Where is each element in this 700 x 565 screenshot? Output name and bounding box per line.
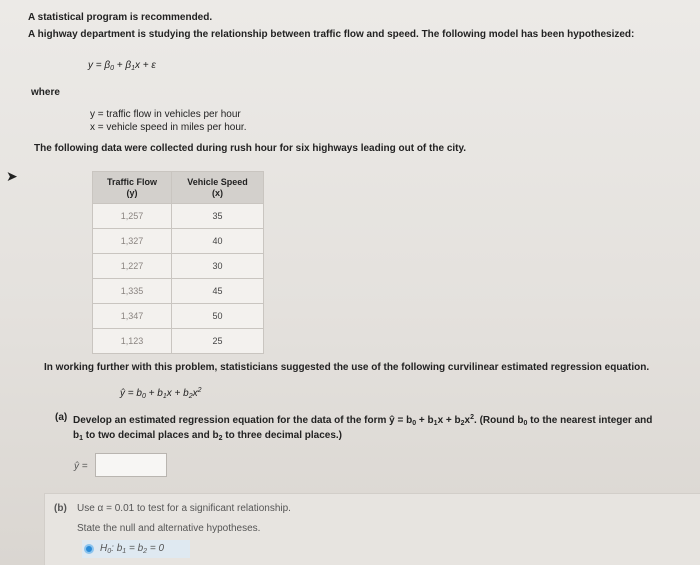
- traffic-flow-cell: 1,227: [93, 254, 172, 279]
- header-text: Vehicle Speed: [187, 176, 248, 187]
- curvilinear-text: In working further with this problem, statisticians suggested the use of the following curvilinear estimated regression equation.: [44, 362, 650, 373]
- hyp-sub: 1: [122, 548, 127, 555]
- mouse-cursor-icon: ➤: [6, 168, 18, 184]
- part-a-text: to two decimal places and b: [83, 430, 219, 441]
- traffic-flow-cell: 1,327: [93, 229, 172, 254]
- eq-sub: 2: [188, 393, 193, 400]
- model-part: + β: [114, 60, 132, 71]
- table-row: [93, 204, 264, 229]
- estimated-equation: [120, 384, 202, 403]
- hypothesis-option-h0[interactable]: [100, 542, 164, 558]
- part-a-sub: 1: [433, 420, 438, 427]
- header-traffic-flow: [93, 172, 172, 204]
- eq-part: x: [192, 388, 198, 399]
- model-y: y: [88, 60, 93, 71]
- part-a-text: x + b: [437, 415, 461, 426]
- hyp-sub: 2: [143, 548, 148, 555]
- hyp-part: = b: [126, 543, 144, 554]
- header-text: Traffic Flow: [106, 176, 157, 187]
- recommend-text: A statistical program is recommended.: [28, 12, 213, 23]
- part-a-text: Develop an estimated regression equation for the data of the form ŷ = b: [73, 415, 413, 426]
- eq-part: ŷ: [120, 388, 125, 399]
- traffic-flow-cell: 1,257: [93, 204, 172, 229]
- header-text: (x): [212, 187, 223, 198]
- part-a-line2: [73, 429, 342, 445]
- hyp-sub: 0: [107, 548, 112, 555]
- table-row: [93, 329, 264, 354]
- eq-part: x + b: [166, 388, 189, 399]
- part-a-label: (a): [55, 412, 68, 423]
- table-row: [93, 254, 264, 279]
- data-table: [92, 171, 264, 354]
- part-b-label: (b): [54, 503, 67, 514]
- part-a-text: to three decimal places.): [222, 430, 343, 441]
- vehicle-speed-cell: 45: [172, 279, 264, 304]
- x-definition: x = vehicle speed in miles per hour.: [90, 122, 247, 133]
- part-a-sub: 0: [523, 420, 528, 427]
- eq-part: + b: [145, 388, 163, 399]
- hyp-part: = 0: [147, 543, 165, 554]
- header-text: (y): [126, 187, 138, 198]
- part-a-text: . (Round b: [474, 415, 524, 426]
- model-equation: [88, 59, 156, 75]
- vehicle-speed-cell: 40: [172, 229, 264, 254]
- traffic-flow-cell: 1,123: [93, 329, 172, 354]
- vehicle-speed-cell: 25: [172, 329, 264, 354]
- table-row: [93, 304, 264, 329]
- vehicle-speed-cell: 35: [172, 204, 264, 229]
- regression-equation-input[interactable]: [95, 453, 167, 477]
- part-a-sub: 0: [412, 420, 417, 427]
- model-sub: 1: [131, 65, 136, 72]
- hyp-part: H: [100, 543, 108, 554]
- part-a-sub: 2: [218, 435, 223, 442]
- header-vehicle-speed: [172, 172, 264, 204]
- vehicle-speed-cell: 30: [172, 254, 264, 279]
- eq-part: = b: [125, 388, 142, 399]
- part-a-line1: [73, 411, 652, 430]
- collected-text: The following data were collected during rush hour for six highways leading out of the city.: [34, 143, 467, 154]
- model-sub: 0: [110, 65, 115, 72]
- y-definition: y = traffic flow in vehicles per hour: [90, 109, 241, 120]
- model-part: = β: [93, 60, 111, 71]
- hypotheses-prompt: State the null and alternative hypotheses.: [77, 523, 261, 534]
- eq-sub: 1: [162, 393, 167, 400]
- traffic-flow-cell: 1,347: [93, 304, 172, 329]
- part-a-sup: 2: [470, 414, 475, 421]
- part-a-text: b: [73, 430, 80, 441]
- eq-sub: 0: [141, 393, 146, 400]
- part-a-text: x: [464, 415, 471, 426]
- table-row: [93, 229, 264, 254]
- table-row: [93, 279, 264, 304]
- hyp-part: : b: [111, 543, 123, 554]
- table-header-row: [93, 172, 264, 204]
- eq-sup: 2: [197, 387, 202, 394]
- study-text: A highway department is studying the relationship between traffic flow and speed. The following model has been hypothesized:: [28, 29, 635, 40]
- where-label: where: [31, 87, 60, 98]
- part-a-sub: 1: [79, 435, 84, 442]
- part-a-text: to the nearest integer and: [527, 415, 653, 426]
- model-part: x + ε: [135, 60, 156, 71]
- traffic-flow-cell: 1,335: [93, 279, 172, 304]
- part-b-text: Use α = 0.01 to test for a significant relationship.: [77, 503, 291, 514]
- part-a-text: + b: [416, 415, 434, 426]
- hypothesis-radio-selected[interactable]: [84, 544, 94, 554]
- part-a-sub: 2: [460, 420, 465, 427]
- answer-label: ŷ =: [74, 461, 88, 472]
- vehicle-speed-cell: 50: [172, 304, 264, 329]
